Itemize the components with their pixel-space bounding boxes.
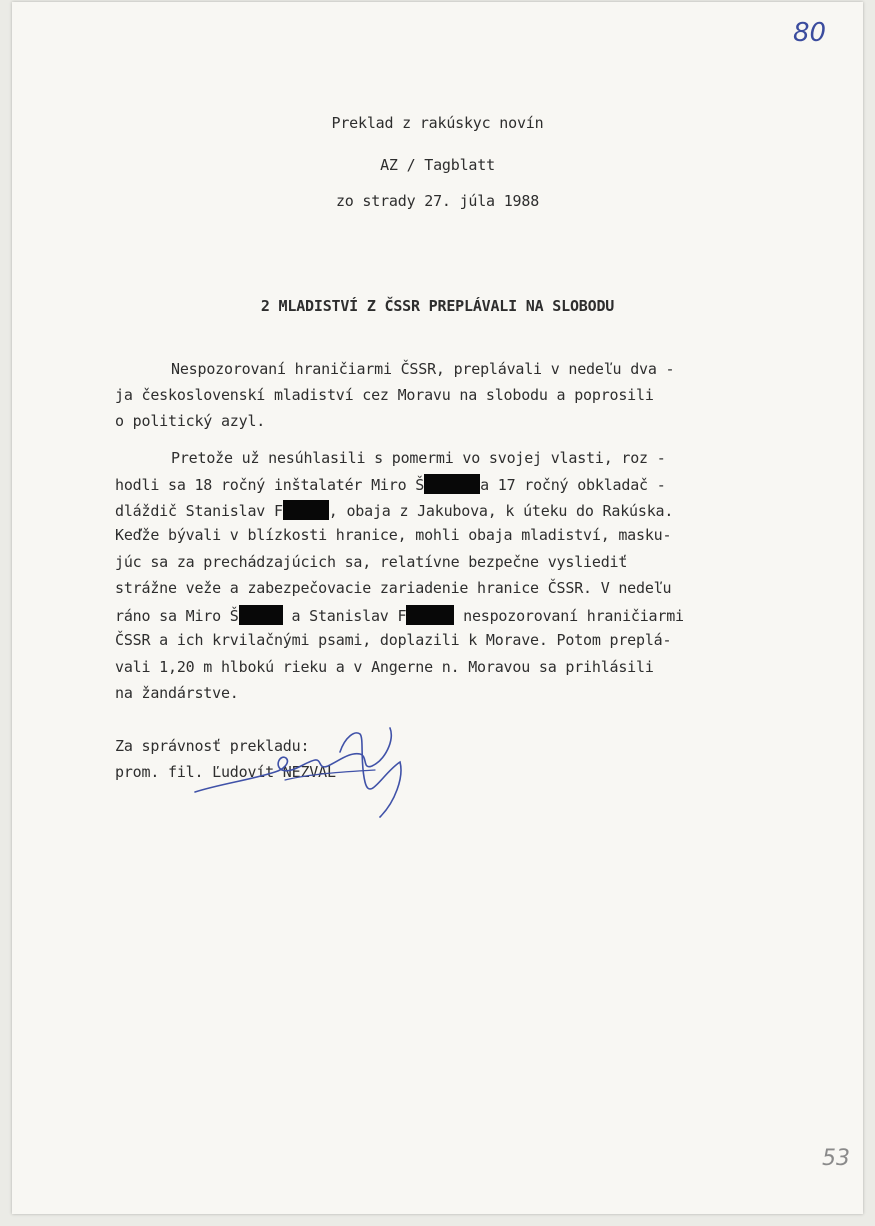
para2-line-8: ČSSR a ich krvilačnými psami, doplazili k Morave. Potom preplá-	[115, 631, 672, 649]
para2-line-3-start: dláždič Stanislav F	[115, 502, 283, 520]
para2-line-3-end: , obaja z Jakubova, k úteku do Rakúska.	[328, 502, 674, 520]
para2-line-7-end: nespozorovaní hraničiarmi	[454, 607, 684, 625]
para2-line-1: Pretože už nesúhlasili s pomermi vo svojej vlasti, roz -	[171, 449, 666, 467]
para2-line-7-middle: a Stanislav F	[282, 607, 407, 625]
header-line-1: Preklad z rakúskyc novín	[331, 114, 544, 132]
redaction-box	[283, 500, 329, 520]
signature-line-2: prom. fil. Ľudovít NEZVAL	[115, 763, 336, 781]
signature-line-1: Za správnosť prekladu:	[115, 737, 310, 755]
redaction-box	[406, 605, 454, 625]
para1-line-3: o politický azyl.	[115, 412, 266, 430]
para2-line-2-start: hodli sa 18 ročný inštalatér Miro Š	[115, 476, 425, 494]
para2-line-7	[115, 605, 684, 625]
para2-line-7-start: ráno sa Miro Š	[115, 607, 239, 625]
para2-line-5: júc sa za prechádzajúcich sa, relatívne bezpečne vysliediť	[115, 553, 628, 571]
para2-line-3	[115, 500, 673, 520]
redaction-box	[424, 474, 480, 494]
page-number-top: 80	[793, 18, 827, 48]
para2-line-4: Keďže bývali v blízkosti hranice, mohli obaja mladiství, masku-	[115, 526, 672, 544]
para2-line-2-end: a 17 ročný obkladač -	[480, 476, 666, 494]
header-line-3: zo strady 27. júla 1988	[335, 192, 540, 210]
para2-line-2	[115, 474, 666, 494]
handwritten-signature	[190, 722, 420, 832]
para1-line-2: ja československí mladiství cez Moravu na slobodu a poprosili	[115, 386, 654, 404]
page-number-bottom: 53	[822, 1146, 850, 1171]
redaction-box	[239, 605, 283, 625]
para2-line-6: strážne veže a zabezpečovacie zariadenie hranice ČSSR. V nedeľu	[115, 579, 672, 597]
para2-line-10: na žandárstve.	[115, 684, 239, 702]
para1-line-1: Nespozorovaní hraničiarmi ČSSR, preplávali v nedeľu dva -	[171, 360, 675, 378]
para2-line-9: vali 1,20 m hlbokú rieku a v Angerne n. Moravou sa prihlásili	[115, 658, 654, 676]
header-line-2: AZ / Tagblatt	[380, 156, 495, 174]
headline: 2 MLADISTVÍ Z ČSSR PREPLÁVALI NA SLOBODU	[260, 297, 615, 315]
